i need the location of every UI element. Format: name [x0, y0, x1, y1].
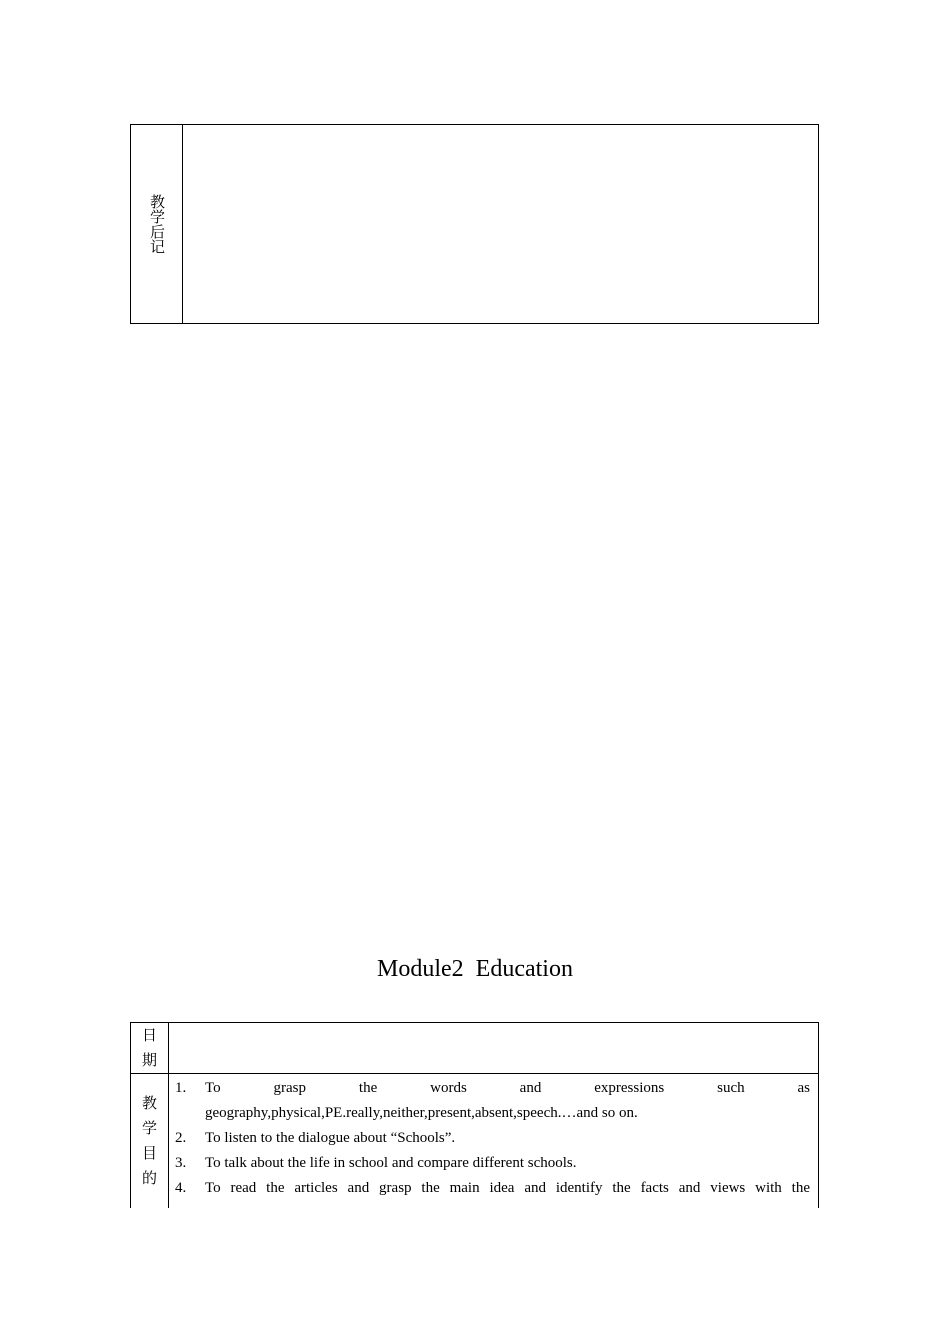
goal-text: To talk about the life in school and compare different schools. [205, 1155, 577, 1171]
date-label-char: 日 [141, 1026, 157, 1044]
goal-text-continuation: geography,physical,PE.really,neither,present,absent,speech.…and so on. [205, 1105, 638, 1121]
goal-item-continuation [175, 1101, 810, 1126]
teaching-notes-label-cell [131, 125, 183, 323]
goals-label-char: 教 [141, 1094, 157, 1112]
goal-number: 2. [175, 1130, 187, 1146]
goals-label-char: 学 [141, 1119, 157, 1137]
goal-text: To grasp the words and expressions such as [205, 1080, 810, 1096]
goal-text: To listen to the dialogue about “Schools”. [205, 1130, 456, 1146]
teaching-notes-label: 教学后记 [148, 194, 166, 254]
date-row [131, 1023, 818, 1073]
goal-item [175, 1126, 810, 1151]
goals-label-char: 的 [141, 1169, 157, 1187]
date-value[interactable] [169, 1023, 818, 1073]
teaching-goals-row [131, 1073, 818, 1208]
goals-list [169, 1074, 818, 1201]
goal-number: 4. [175, 1180, 187, 1196]
goal-item [175, 1176, 810, 1201]
goal-number: 3. [175, 1155, 187, 1171]
date-label-char: 期 [141, 1051, 157, 1069]
teaching-goals-content [169, 1074, 818, 1208]
date-label [131, 1023, 169, 1073]
goal-text: To read the articles and grasp the main idea and identify the facts and views with the [205, 1180, 810, 1196]
goals-label-char: 目 [141, 1144, 157, 1162]
goal-item [175, 1076, 810, 1101]
lesson-plan-table [130, 1022, 819, 1208]
goal-item [175, 1151, 810, 1176]
goal-number: 1. [175, 1080, 187, 1096]
module-title: Module2 Education [377, 956, 573, 982]
teaching-goals-label [131, 1074, 169, 1208]
teaching-notes-table [130, 124, 819, 324]
teaching-notes-content[interactable] [183, 125, 818, 323]
